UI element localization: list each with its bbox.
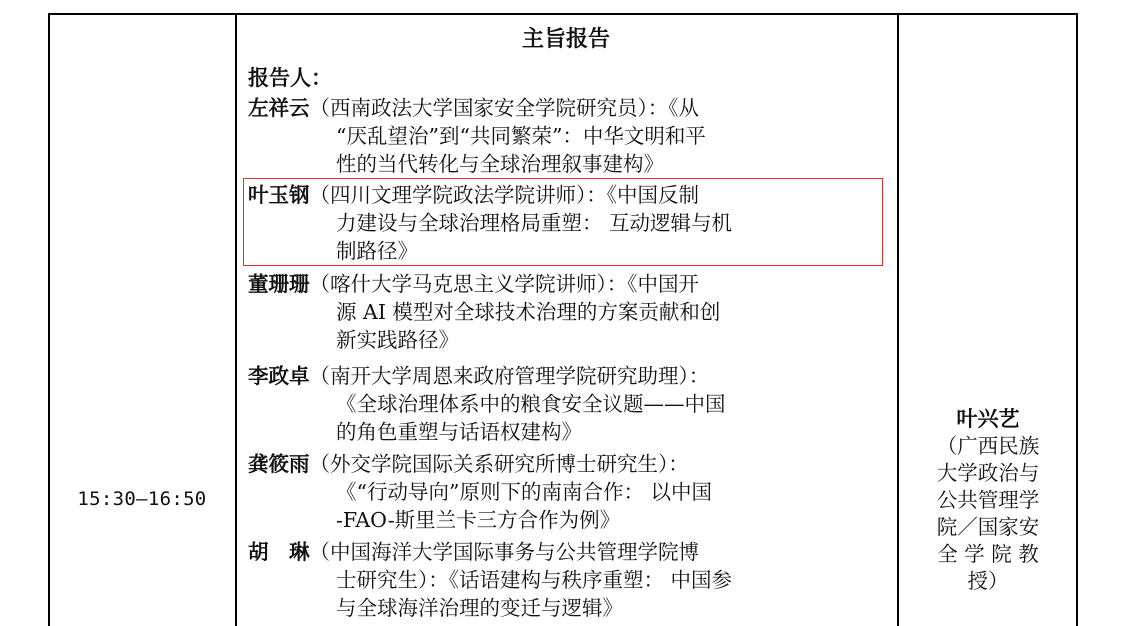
chair-affiliation-line: 授） bbox=[967, 569, 1009, 593]
table-right-border bbox=[1076, 14, 1078, 626]
speaker-line: -FAO-斯里兰卡三方合作为例》 bbox=[336, 508, 621, 532]
speaker-line: 性的当代转化与全球治理叙事建构》 bbox=[336, 152, 664, 176]
chair-affiliation-line: 大学政治与 bbox=[936, 461, 1040, 485]
chair-affiliation-line: （广西民族 bbox=[936, 434, 1040, 458]
speaker-text: （外交学院国际关系研究所博士研究生）： bbox=[309, 452, 689, 476]
speaker-line: 的角色重塑与话语权建构》 bbox=[336, 420, 582, 444]
speaker-name: 叶玉钢 bbox=[248, 183, 310, 207]
highlight-box bbox=[243, 178, 883, 266]
speaker-line: 力建设与全球治理格局重塑： 互动逻辑与机 bbox=[336, 211, 733, 235]
speaker-line: 源 AI 模型对全球技术治理的方案贡献和创 bbox=[336, 300, 721, 324]
speaker-entry bbox=[248, 538, 880, 622]
speaker-line bbox=[248, 94, 880, 122]
chair-affiliation-line: 全 学 院 教 bbox=[937, 542, 1039, 566]
speaker-entry bbox=[248, 94, 880, 178]
chair-name: 叶兴艺 bbox=[956, 407, 1020, 431]
speaker-name: 左祥云 bbox=[248, 96, 310, 120]
speaker-line: 士研究生）：《话语建构与秩序重塑： 中国参 bbox=[336, 568, 733, 592]
speaker-name: 胡 琳 bbox=[248, 540, 310, 564]
speaker-name: 龚筱雨 bbox=[248, 452, 310, 476]
speaker-name: 李政卓 bbox=[248, 364, 310, 388]
speaker-entry bbox=[248, 270, 880, 354]
chair-affiliation-line: 院／国家安 bbox=[936, 515, 1040, 539]
speaker-line: 《全球治理体系中的粮食安全议题——中国 bbox=[336, 392, 726, 416]
table-left-border bbox=[48, 14, 50, 626]
speaker-line: 《“行动导向”原则下的南南合作： 以中国 bbox=[336, 480, 712, 504]
speaker-entry bbox=[248, 450, 880, 534]
session-chair bbox=[903, 406, 1073, 595]
speakers-label: 报告人： bbox=[248, 66, 332, 90]
speaker-text: （南开大学周恩来政府管理学院研究助理）： bbox=[309, 364, 710, 388]
speaker-text: （喀什大学马克思主义学院讲师）：《中国开 bbox=[309, 272, 699, 296]
speaker-entry bbox=[248, 362, 880, 446]
chair-affiliation-line: 公共管理学 bbox=[936, 488, 1040, 512]
speaker-line: “厌乱望治”到“共同繁荣”：中华文明和平 bbox=[336, 124, 706, 148]
session-time: 15:30—16:50 bbox=[77, 488, 207, 510]
speaker-name: 董珊珊 bbox=[248, 272, 310, 296]
speaker-text: （中国海洋大学国际事务与公共管理学院博 bbox=[309, 540, 699, 564]
speaker-line bbox=[248, 450, 880, 478]
speaker-text: （四川文理学院政法学院讲师）：《中国反制 bbox=[309, 183, 699, 207]
speaker-line: 与全球海洋治理的变迁与逻辑》 bbox=[336, 596, 623, 620]
speaker-line bbox=[248, 538, 880, 566]
speaker-text: （西南政法大学国家安全学院研究员）：《从 bbox=[309, 96, 699, 120]
table-top-border bbox=[48, 13, 1078, 15]
speaker-line: 新实践路径》 bbox=[336, 328, 459, 352]
session-title: 主旨报告 bbox=[521, 27, 610, 52]
column-divider-time bbox=[235, 14, 237, 626]
speaker-line bbox=[248, 362, 880, 390]
column-divider-chair bbox=[897, 14, 899, 626]
speaker-line: 制路径》 bbox=[336, 239, 418, 263]
speaker-line bbox=[248, 270, 880, 298]
